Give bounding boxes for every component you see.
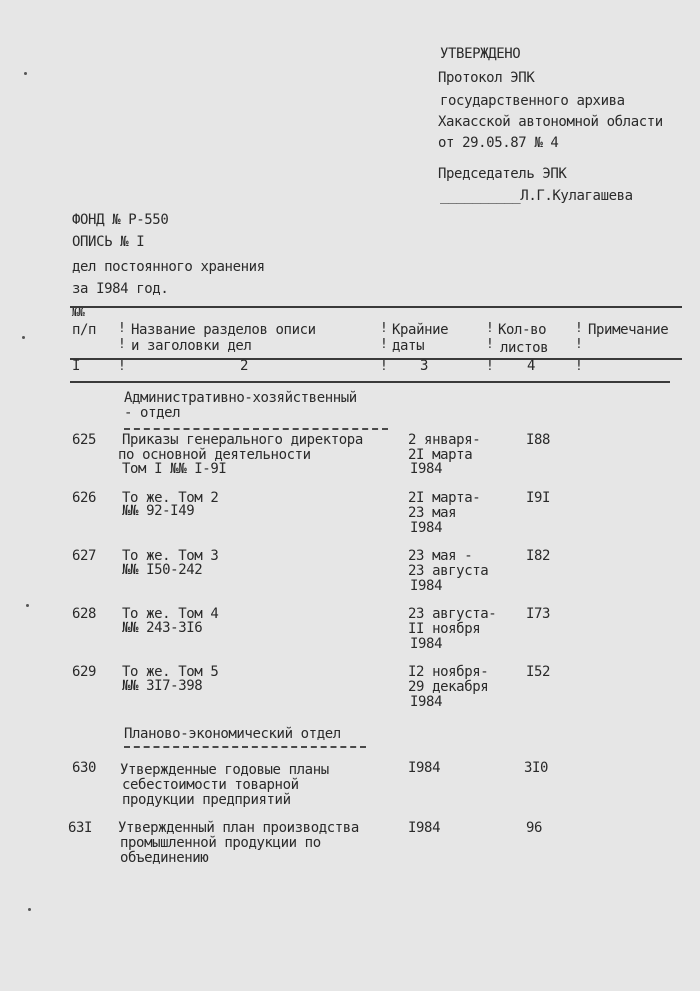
table-header-bottom-rule — [70, 381, 670, 383]
scan-speck — [22, 336, 25, 339]
col-name-header-2: и заголовки дел — [131, 338, 252, 354]
section-title: Административно-хозяйственный — [124, 390, 357, 406]
scan-speck — [28, 908, 31, 911]
row-title-line: продукции предприятий — [122, 792, 291, 808]
approval-archive: государственного архива — [440, 93, 625, 109]
section-underline — [124, 746, 366, 748]
col-dates-header-1: Крайние — [392, 322, 449, 338]
col-dates-header-2: даты — [392, 338, 425, 354]
row-number: 63I — [68, 820, 93, 836]
col-num-header-2: п/п — [72, 322, 97, 338]
row-title-line: Утвержденные годовые планы — [120, 762, 329, 778]
col-divider: ! — [118, 337, 126, 352]
row-sheet-count: I88 — [526, 432, 551, 448]
row-date-line: I984 — [408, 820, 441, 836]
row-number: 630 — [72, 760, 97, 776]
col-name-header-1: Название разделов описи — [131, 322, 316, 338]
row-date-line: I984 — [410, 578, 443, 594]
fond-number: ФОНД № Р-550 — [72, 212, 169, 228]
row-number: 628 — [72, 606, 97, 622]
col-divider: ! — [118, 359, 126, 374]
row-date-line: I984 — [408, 760, 441, 776]
row-sheet-count: I73 — [526, 606, 551, 622]
scan-speck — [24, 72, 27, 75]
col-number-4: 4 — [527, 358, 536, 374]
col-sheets-header-2: листов — [500, 340, 549, 356]
row-number: 629 — [72, 664, 97, 680]
col-divider: ! — [486, 337, 494, 352]
row-title-line: себестоимости товарной — [122, 777, 299, 793]
row-title-line: №№ I50-242 — [122, 562, 203, 578]
row-number: 626 — [72, 490, 97, 506]
row-title-line: №№ 243-3I6 — [122, 620, 203, 636]
row-date-line: 23 августа — [408, 563, 489, 579]
row-title-line: Приказы генерального директора — [122, 432, 363, 448]
section-underline — [124, 428, 388, 430]
row-title-line: То же. Том 3 — [122, 548, 219, 564]
row-date-line: 23 мая — [408, 505, 457, 521]
row-date-line: II ноября — [408, 621, 481, 637]
row-title-line: промышленной продукции по — [120, 835, 321, 851]
row-date-line: 2I марта — [408, 447, 473, 463]
storage-type: дел постоянного хранения — [72, 259, 265, 275]
row-date-line: 29 декабря — [408, 679, 489, 695]
col-divider: ! — [486, 321, 494, 336]
col-divider: ! — [380, 321, 388, 336]
opis-number: ОПИСЬ № I — [72, 234, 145, 250]
col-num-header-1: №№ — [72, 306, 85, 319]
col-number-1: I — [72, 358, 81, 374]
table-header-rule — [70, 358, 682, 360]
row-date-line: I984 — [410, 461, 443, 477]
row-sheet-count: I82 — [526, 548, 551, 564]
row-date-line: I2 ноября- — [408, 664, 489, 680]
row-sheet-count: I52 — [526, 664, 551, 680]
col-divider: ! — [575, 321, 583, 336]
row-date-line: I984 — [410, 520, 443, 536]
scan-speck — [26, 604, 29, 607]
row-number: 625 — [72, 432, 97, 448]
row-title-line: То же. Том 4 — [122, 606, 219, 622]
row-date-line: 2I марта- — [408, 490, 481, 506]
row-title-line: Утвержденный план производства — [118, 820, 359, 836]
col-divider: ! — [575, 337, 583, 352]
section-title-cont: - отдел — [124, 405, 181, 421]
col-divider: ! — [118, 321, 126, 336]
row-date-line: 2 января- — [408, 432, 481, 448]
approval-title: УТВЕРЖДЕНО — [440, 46, 521, 62]
col-number-2: 2 — [240, 358, 249, 374]
year-line: за I984 год. — [72, 281, 169, 297]
row-sheet-count: I9I — [526, 490, 551, 506]
approval-protocol: Протокол ЭПК — [438, 70, 535, 86]
row-title-line: То же. Том 5 — [122, 664, 219, 680]
row-sheet-count: 3I0 — [524, 760, 549, 776]
row-sheet-count: 96 — [526, 820, 543, 836]
row-number: 627 — [72, 548, 97, 564]
table-top-rule — [70, 306, 682, 308]
approval-region: Хакасской автономной области — [438, 114, 663, 130]
row-date-line: 23 мая - — [408, 548, 473, 564]
approval-date: от 29.05.87 № 4 — [438, 135, 559, 151]
row-title-line: по основной деятельности — [118, 447, 311, 463]
section-title: Планово-экономический отдел — [124, 726, 341, 742]
row-date-line: 23 августа- — [408, 606, 497, 622]
col-divider: ! — [575, 359, 583, 374]
row-date-line: I984 — [410, 694, 443, 710]
row-title-line: №№ 3I7-398 — [122, 678, 203, 694]
row-date-line: I984 — [410, 636, 443, 652]
col-divider: ! — [380, 359, 388, 374]
col-divider: ! — [380, 337, 388, 352]
row-title-line: То же. Том 2 — [122, 490, 219, 506]
row-title-line: №№ 92-I49 — [122, 503, 195, 519]
row-title-line: Том I №№ I-9I — [122, 461, 227, 477]
row-title-line: объединению — [120, 850, 209, 866]
col-divider: ! — [486, 359, 494, 374]
col-note-header: Примечание — [588, 322, 669, 338]
col-number-3: 3 — [420, 358, 429, 374]
approval-chair-label: Председатель ЭПК — [438, 166, 567, 182]
col-sheets-header-1: Кол-во — [498, 322, 547, 338]
approval-signature: __________Л.Г.Кулагашева — [440, 188, 633, 204]
